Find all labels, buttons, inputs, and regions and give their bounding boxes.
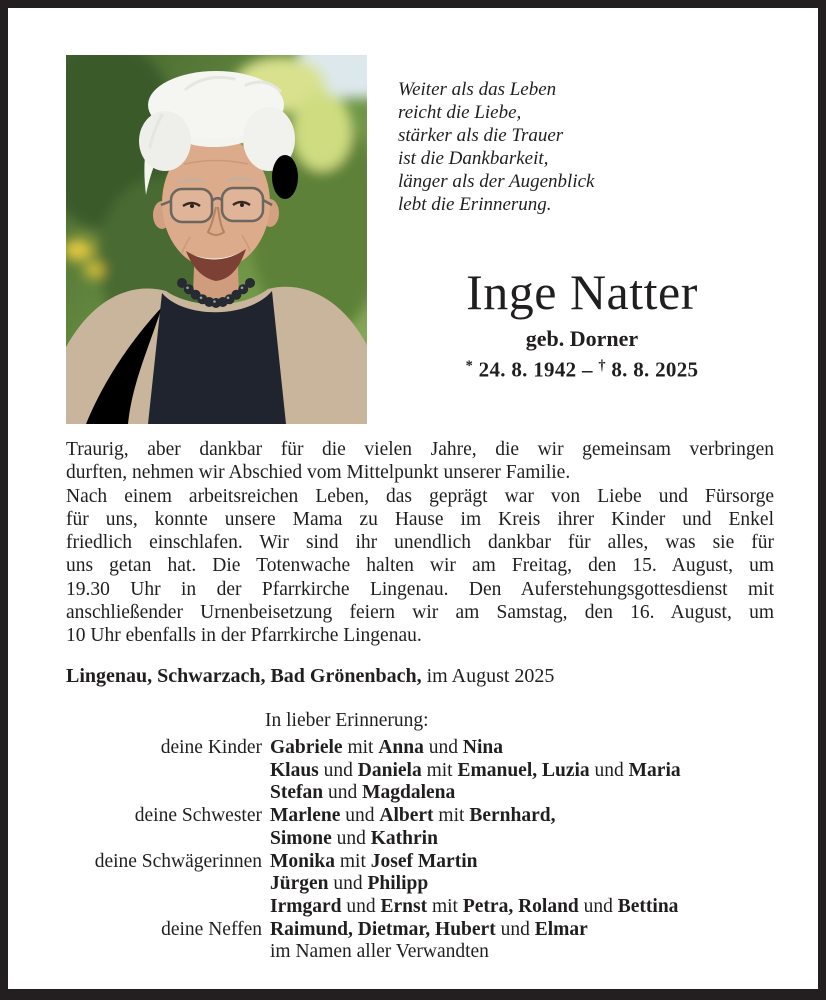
maiden-name: geb. Dorner: [525, 326, 639, 351]
family-role-label: [8, 896, 262, 919]
obituary-paragraph: [66, 438, 774, 485]
family-names: Stefan und Magdalena: [270, 782, 456, 804]
family-role-label: deine Neffen: [161, 918, 262, 940]
body-text-line: uns getan hat. Die Totenwache halten wir am Freitag, den 15. August, um: [66, 555, 774, 577]
obituary-paragraph: [66, 485, 774, 648]
body-text-line: Nach einem arbeitsreichen Leben, das geprägt war von Liebe und Fürsorge: [66, 485, 774, 507]
family-role-label: [8, 873, 262, 896]
family-names: Gabriele mit Anna und Nina: [270, 737, 503, 758]
family-row: [8, 941, 780, 964]
family-names: Marlene und Albert mit Bernhard,: [270, 805, 556, 827]
closing-places-line: Lingenau, Schwarzach, Bad Grönenbach, im August 2025: [66, 665, 555, 687]
family-names: Jürgen und Philipp: [270, 873, 429, 895]
family-names: Irmgard und Ernst mit Petra, Roland und Bettina: [270, 895, 679, 917]
life-dates: * 24. 8. 1942 – † 8. 8. 2025: [465, 357, 699, 382]
body-text-line: 19.30 Uhr in der Pfarrkirche Lingenau. Den Auferstehungsgottesdienst mit: [66, 578, 774, 600]
family-row: [8, 919, 780, 942]
family-role-label: deine Schwägerinnen: [94, 850, 262, 872]
poem-line: reicht die Liebe,: [398, 102, 522, 123]
poem-line: ist die Dankbarkeit,: [398, 148, 549, 169]
body-text-line: Traurig, aber dankbar für die vielen Jahre, die wir gemeinsam verbringen: [66, 439, 774, 460]
family-row: [8, 737, 780, 760]
body-text-line: für uns, konnte unsere Mama zu Hause im Kreis ihrer Kinder und Enkel: [66, 508, 774, 530]
body-text-line: 10 Uhr ebenfalls in der Pfarrkirche Lingenau.: [66, 625, 422, 647]
family-names: Raimund, Dietmar, Hubert und Elmar: [270, 918, 588, 940]
remembrance-heading: In lieber Erinnerung:: [265, 710, 429, 731]
family-names: Simone und Kathrin: [270, 827, 438, 849]
family-role-label: deine Kinder: [160, 737, 262, 758]
family-names: Monika mit Josef Martin: [270, 850, 478, 872]
family-row: [8, 782, 780, 805]
family-role-label: [8, 941, 262, 964]
body-text-line: anschließender Urnenbeisetzung feiern wir am Samstag, den 16. August, um: [66, 602, 774, 624]
family-row: [8, 828, 780, 851]
body-text-line: durften, nehmen wir Abschied vom Mittelpunkt unserer Familie.: [66, 462, 571, 484]
memorial-poem: [398, 78, 770, 216]
family-names: Klaus und Daniela mit Emanuel, Luzia und Maria: [270, 759, 681, 781]
family-row: [8, 760, 780, 783]
obituary-text: [66, 438, 774, 648]
obituary-card: [8, 8, 818, 989]
family-role-label: [8, 760, 262, 783]
family-role-label: deine Schwester: [134, 805, 262, 827]
poem-line: Weiter als das Leben: [398, 79, 557, 100]
family-names: im Namen aller Verwandten: [270, 941, 489, 963]
portrait-photo-art: [66, 55, 367, 424]
deceased-name: Inge Natter: [466, 264, 698, 320]
portrait-photo: [66, 55, 367, 424]
family-role-label: [8, 782, 262, 805]
family-list: [8, 737, 780, 964]
family-role-label: [8, 828, 262, 851]
family-row: [8, 851, 780, 874]
poem-line: lebt die Erinnerung.: [398, 194, 552, 215]
poem-line: stärker als die Trauer: [398, 125, 564, 146]
family-row: [8, 873, 780, 896]
deceased-name-block: [393, 266, 771, 381]
family-row: [8, 805, 780, 828]
body-text-line: friedlich einschlafen. Wir sind ihr unendlich dankbar für alles, was sie für: [66, 532, 774, 554]
poem-line: länger als der Augenblick: [398, 171, 595, 192]
family-row: [8, 896, 780, 919]
